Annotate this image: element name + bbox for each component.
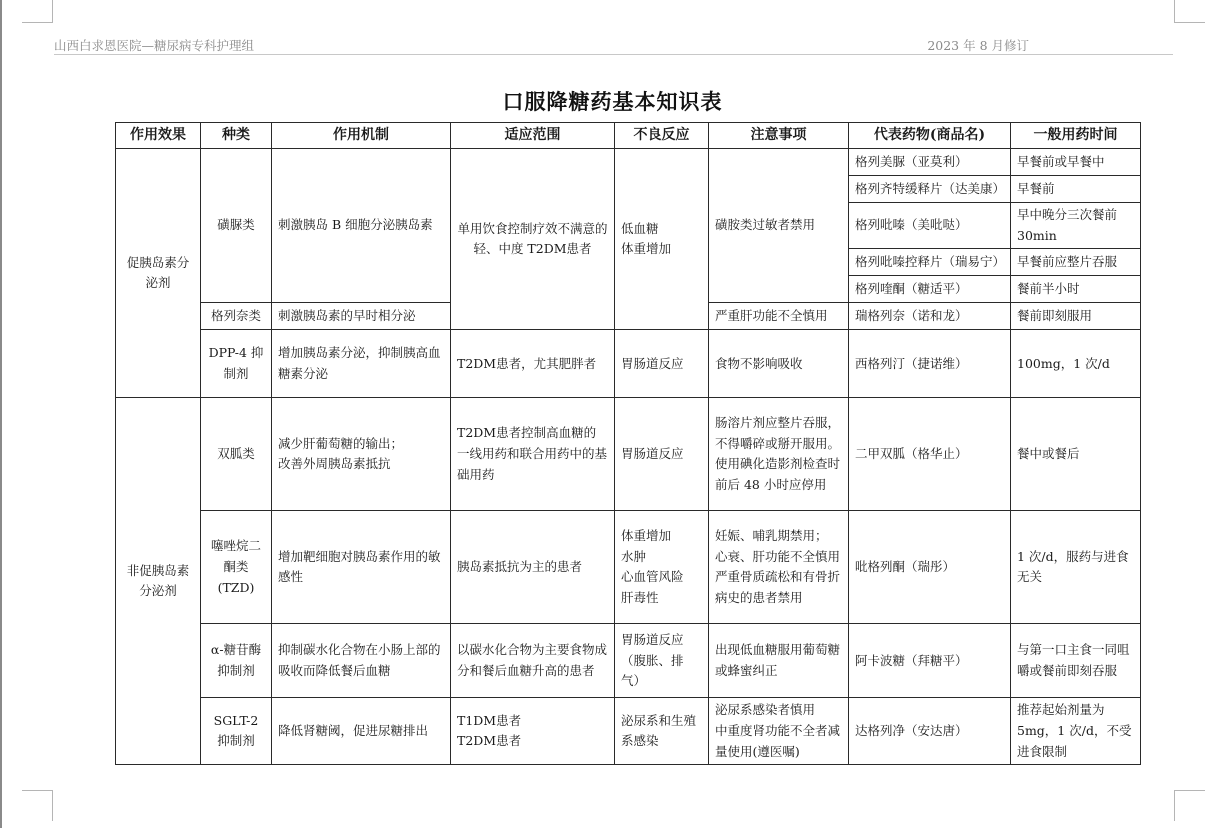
adverse-line: 肝毒性: [621, 589, 659, 605]
adverse-cell: [615, 149, 709, 330]
column-header: 注意事项: [709, 123, 849, 149]
dosing-time: 餐前半小时: [1011, 276, 1141, 303]
crop-mark-top-right: [1174, 0, 1205, 23]
dosing-time: 早餐前: [1011, 176, 1141, 203]
type-line: α-糖苷酶: [210, 642, 262, 658]
caution-cell: 出现低血糖服用葡萄糖或蜂蜜纠正: [709, 624, 849, 698]
header-revision-date: 2023 年 8 月修订: [927, 38, 1029, 53]
type-dpp4: DPP-4 抑制剂: [201, 330, 272, 398]
dosing-time: 推荐起始剂量为5mg，1 次/d，不受进食限制: [1011, 698, 1141, 765]
indication-line: T2DM患者: [457, 733, 522, 749]
dosing-time: 餐前即刻服用: [1011, 303, 1141, 330]
mechanism-cell: 降低肾糖阈，促进尿糖排出: [272, 698, 451, 765]
type-sulfonylurea: 磺脲类: [201, 149, 272, 303]
type-line: (TZD): [217, 579, 255, 595]
drug-name: 格列喹酮（糖适平）: [849, 276, 1011, 303]
caution-cell: [709, 511, 849, 624]
caution-line: 妊娠、哺乳期禁用；: [715, 528, 828, 544]
mechanism-line: 改善外周胰岛素抵抗: [278, 456, 391, 472]
table-row: [116, 149, 1141, 176]
mechanism-cell: 抑制碳水化合物在小肠上部的吸收而降低餐后血糖: [272, 624, 451, 698]
table-header-row: [116, 123, 1141, 149]
table-row: [116, 698, 1141, 765]
adverse-line: 低血糖: [621, 220, 659, 236]
column-header: 作用效果: [116, 123, 201, 149]
mechanism-cell: [272, 398, 451, 511]
drug-name: 格列吡嗪（美吡哒）: [849, 203, 1011, 249]
type-agi: [201, 624, 272, 698]
type-biguanide: 双胍类: [201, 398, 272, 511]
adverse-cell: [615, 511, 709, 624]
table-row: [116, 330, 1141, 398]
mechanism-cell: 刺激胰岛 B 细胞分泌胰岛素: [272, 149, 451, 303]
drug-name: 格列美脲（亚莫利）: [849, 149, 1011, 176]
mechanism-cell: 刺激胰岛素的早时相分泌: [272, 303, 451, 330]
column-header: 适应范围: [451, 123, 615, 149]
mechanism-cell: 增加靶细胞对胰岛素作用的敏感性: [272, 511, 451, 624]
caution-cell: [709, 698, 849, 765]
table-row: [116, 511, 1141, 624]
dosing-time: 1 次/d，服药与进食无关: [1011, 511, 1141, 624]
type-line: 噻唑烷二: [210, 538, 261, 554]
column-header: 一般用药时间: [1011, 123, 1141, 149]
caution-cell: 磺胺类过敏者禁用: [709, 149, 849, 303]
adverse-line: 水肿: [621, 548, 647, 564]
table-row: [116, 624, 1141, 698]
type-glinide: 格列奈类: [201, 303, 272, 330]
indication-cell: 单用饮食控制疗效不满意的轻、中度 T2DM患者: [451, 149, 615, 330]
caution-cell: 严重肝功能不全慎用: [709, 303, 849, 330]
adverse-line: （腹胀、排气）: [621, 652, 684, 689]
indication-cell: [451, 698, 615, 765]
drug-name: 瑞格列奈（诺和龙）: [849, 303, 1011, 330]
column-header: 代表药物(商品名): [849, 123, 1011, 149]
type-line: 抑制剂: [217, 662, 255, 678]
adverse-cell: [615, 624, 709, 698]
adverse-cell: 胃肠道反应: [615, 398, 709, 511]
type-line: 酮类: [223, 559, 249, 575]
adverse-cell: 胃肠道反应: [615, 330, 709, 398]
drug-name: 格列齐特缓释片（达美康）: [849, 176, 1011, 203]
column-header: 不良反应: [615, 123, 709, 149]
column-header: 作用机制: [272, 123, 451, 149]
caution-cell: 食物不影响吸收: [709, 330, 849, 398]
type-line: SGLT-2: [213, 712, 259, 728]
page-title: 口服降糖药基本知识表: [502, 89, 723, 114]
column-header: 种类: [201, 123, 272, 149]
indication-cell: 以碳水化合物为主要食物成分和餐后血糖升高的患者: [451, 624, 615, 698]
dosing-time: 与第一口主食一同咀嚼或餐前即刻吞服: [1011, 624, 1141, 698]
mechanism-cell: 增加胰岛素分泌，抑制胰高血糖素分泌: [272, 330, 451, 398]
indication-cell: 胰岛素抵抗为主的患者: [451, 511, 615, 624]
header-organization: 山西白求恩医院—糖尿病专科护理组: [54, 38, 255, 53]
dosing-time: 餐中或餐后: [1011, 398, 1141, 511]
adverse-line: 体重增加: [621, 241, 672, 257]
drug-name: 格列吡嗪控释片（瑞易宁）: [849, 249, 1011, 276]
dosing-time: 早中晚分三次餐前30min: [1011, 203, 1141, 249]
page-edge: [0, 0, 2, 828]
type-sglt2: [201, 698, 272, 765]
adverse-line: 胃肠道反应: [621, 631, 684, 647]
indication-cell: T2DM患者，尤其肥胖者: [451, 330, 615, 398]
type-tzd: [201, 511, 272, 624]
adverse-line: 心血管风险: [621, 569, 684, 585]
group-secretagogue: 促胰岛素分泌剂: [116, 149, 201, 398]
drug-name: 吡格列酮（瑞彤）: [849, 511, 1011, 624]
header-rule: [54, 54, 1173, 55]
caution-cell: 肠溶片剂应整片吞服，不得嚼碎或掰开服用。使用碘化造影剂检查时前后 48 小时应停用: [709, 398, 849, 511]
mechanism-line: 减少肝葡萄糖的输出；: [278, 435, 404, 451]
drug-name: 二甲双胍（格华止）: [849, 398, 1011, 511]
drug-name: 阿卡波糖（拜糖平）: [849, 624, 1011, 698]
drug-name: 西格列汀（捷诺维）: [849, 330, 1011, 398]
crop-mark-bottom-left: [22, 790, 53, 821]
indication-line: T1DM患者: [457, 712, 522, 728]
crop-mark-bottom-right: [1174, 790, 1205, 821]
indication-cell: T2DM患者控制高血糖的一线用药和联合用药中的基础用药: [451, 398, 615, 511]
type-line: 抑制剂: [217, 733, 255, 749]
caution-line: 泌尿系感染者慎用: [715, 702, 816, 718]
dosing-time: 100mg，1 次/d: [1011, 330, 1141, 398]
drug-table: [115, 122, 1141, 765]
dosing-time: 早餐前应整片吞服: [1011, 249, 1141, 276]
dosing-time: 早餐前或早餐中: [1011, 149, 1141, 176]
drug-name: 达格列净（安达唐）: [849, 698, 1011, 765]
table-row: [116, 398, 1141, 511]
adverse-cell: 泌尿系和生殖系感染: [615, 698, 709, 765]
caution-line: 心衰、肝功能不全慎用严重骨质疏松和有骨折病史的患者禁用: [715, 548, 841, 605]
caution-line: 中重度肾功能不全者减量使用(遵医嘱): [715, 722, 841, 759]
adverse-line: 体重增加: [621, 528, 672, 544]
crop-mark-top-left: [22, 0, 53, 23]
group-non-secretagogue: 非促胰岛素分泌剂: [116, 398, 201, 765]
